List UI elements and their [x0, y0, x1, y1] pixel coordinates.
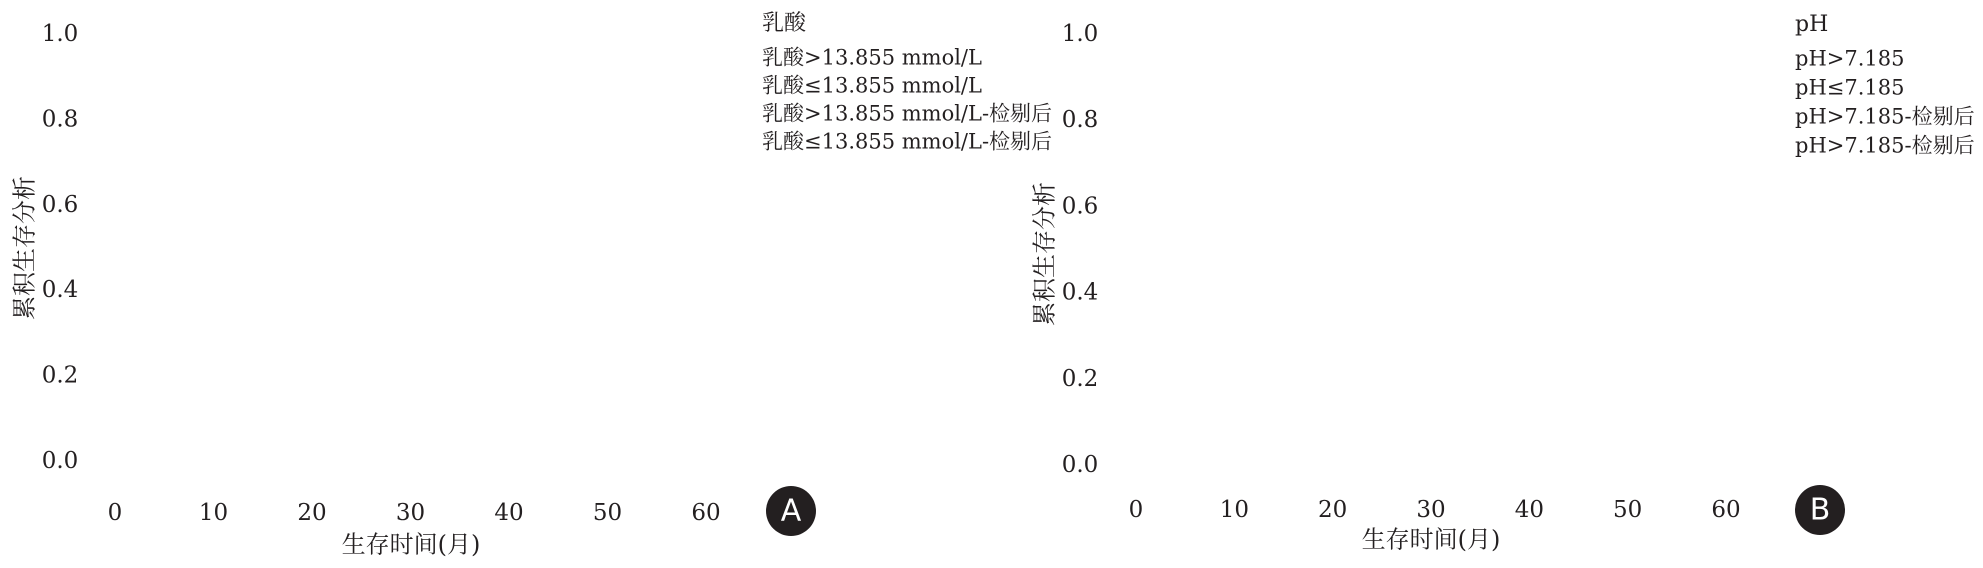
panel-b-x-tick-label: 50 — [1613, 497, 1643, 523]
panel-a-x-tick-label: 40 — [494, 500, 524, 526]
panel-a-x-tick-label: 30 — [395, 500, 426, 526]
panel-b-x-tick-label: 30 — [1416, 497, 1446, 523]
panel-a-y-tick-label: 1.0 — [41, 21, 79, 47]
panel-b-y-tick-label: 1.0 — [1061, 21, 1099, 47]
panel-b-legend-entry: pH>7.185-检剔后 — [1795, 104, 1975, 129]
panel-a-legend-entry: 乳酸>13.855 mmol/L-检剔后 — [762, 101, 1053, 126]
panel-b-badge-label: B — [1809, 492, 1831, 528]
panel-b-x-tick-label: 10 — [1219, 497, 1249, 523]
panel-a-x-tick-label: 0 — [107, 500, 123, 526]
panel-b-x-tick-label: 40 — [1514, 497, 1544, 523]
panel-b-x-tick-label: 60 — [1711, 497, 1741, 523]
panel-a-legend-title: 乳酸 — [762, 11, 807, 36]
panel-b-x-tick-label: 20 — [1318, 497, 1348, 523]
panel-b-x-tick-label: 0 — [1128, 497, 1144, 523]
panel-a-y-tick-label: 0.6 — [41, 191, 79, 218]
panel-b-legend-entry: pH≤7.185 — [1795, 75, 1905, 100]
panel-b-y-tick-label: 0.4 — [1061, 279, 1099, 306]
panel-b-legend-entry: pH>7.185 — [1795, 46, 1905, 71]
panel-b-y-axis-title: 累积生存分析 — [1030, 182, 1059, 326]
panel-b-y-tick-label: 0.8 — [1061, 107, 1099, 134]
panel-a-y-axis-title: 累积生存分析 — [10, 176, 39, 320]
panel-a-badge-label: A — [780, 493, 802, 529]
panel-b-legend-entry: pH>7.185-检剔后 — [1795, 133, 1975, 158]
panel-a-legend-entry: 乳酸≤13.855 mmol/L — [762, 73, 982, 98]
panel-a-y-tick-label: 0.8 — [41, 106, 79, 133]
panel-b-x-axis-title: 生存时间(月) — [1361, 525, 1501, 554]
panel-b-y-tick-label: 0.0 — [1061, 452, 1099, 478]
panel-a-x-axis-title: 生存时间(月) — [341, 530, 481, 559]
panel-a-x-tick-label: 50 — [592, 500, 623, 526]
panel-a-y-tick-label: 0.2 — [41, 362, 79, 389]
panel-b-legend-title: pH — [1795, 12, 1829, 37]
panel-a-y-tick-label: 0.0 — [41, 448, 79, 474]
panel-a-legend-entry: 乳酸≤13.855 mmol/L-检剔后 — [762, 129, 1053, 154]
panel-a-x-tick-label: 60 — [691, 500, 721, 526]
panel-a-y-tick-label: 0.4 — [41, 277, 79, 304]
panel-b-y-tick-label: 0.6 — [1061, 193, 1099, 220]
panel-b-y-tick-label: 0.2 — [1061, 365, 1099, 392]
panel-a-x-tick-label: 20 — [297, 500, 327, 526]
panel-a-legend-entry: 乳酸>13.855 mmol/L — [762, 45, 982, 70]
panel-a-x-tick-label: 10 — [198, 500, 229, 526]
